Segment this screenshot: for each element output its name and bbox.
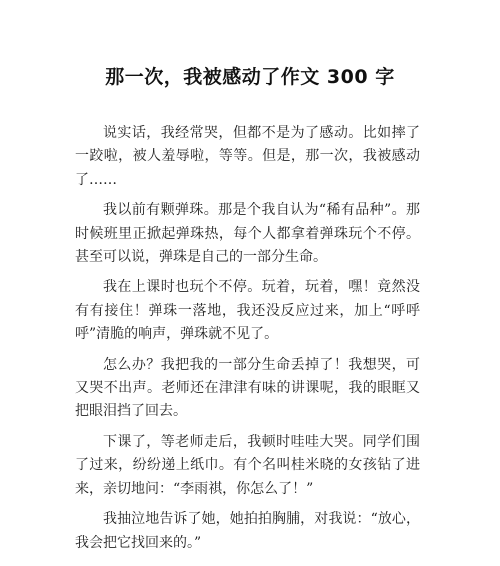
paragraph: 我以前有颗弹珠。那是个我自认为“稀有品种”。那时候班里正掀起弹珠热，每个人都拿着弹珠玩个不停。甚至可以说，弹珠是自己的一部分生命。: [75, 202, 420, 266]
paragraph: 我抽泣地告诉了她，她拍拍胸脯，对我说：“放心，我会把它找回来的。”: [75, 511, 420, 551]
article-body: [75, 122, 420, 555]
paragraph: 下课了，等老师走后，我顿时哇哇大哭。同学们围了过来，纷纷递上纸巾。有个名叫桂米晓的女孩钻了进来，亲切地问：“李雨祺，你怎么了！”: [75, 433, 420, 497]
paragraph: 怎么办？我把我的一部分生命丢掉了！我想哭，可又哭不出声。老师还在津津有味的讲课呢，我的眼眶又把眼泪挡了回去。: [75, 356, 420, 420]
paragraph: 我在上课时也玩个不停。玩着，玩着，嘿！竟然没有有接住！弹珠一落地，我还没反应过来，加上“呼呼呼”清脆的响声，弹珠就不见了。: [75, 279, 420, 343]
page-title: 那一次，我被感动了作文 300 字: [105, 66, 395, 88]
paragraph: 说实话，我经常哭，但都不是为了感动。比如摔了一跤啦，被人羞辱啦，等等。但是，那一次，我被感动了……: [75, 125, 420, 188]
